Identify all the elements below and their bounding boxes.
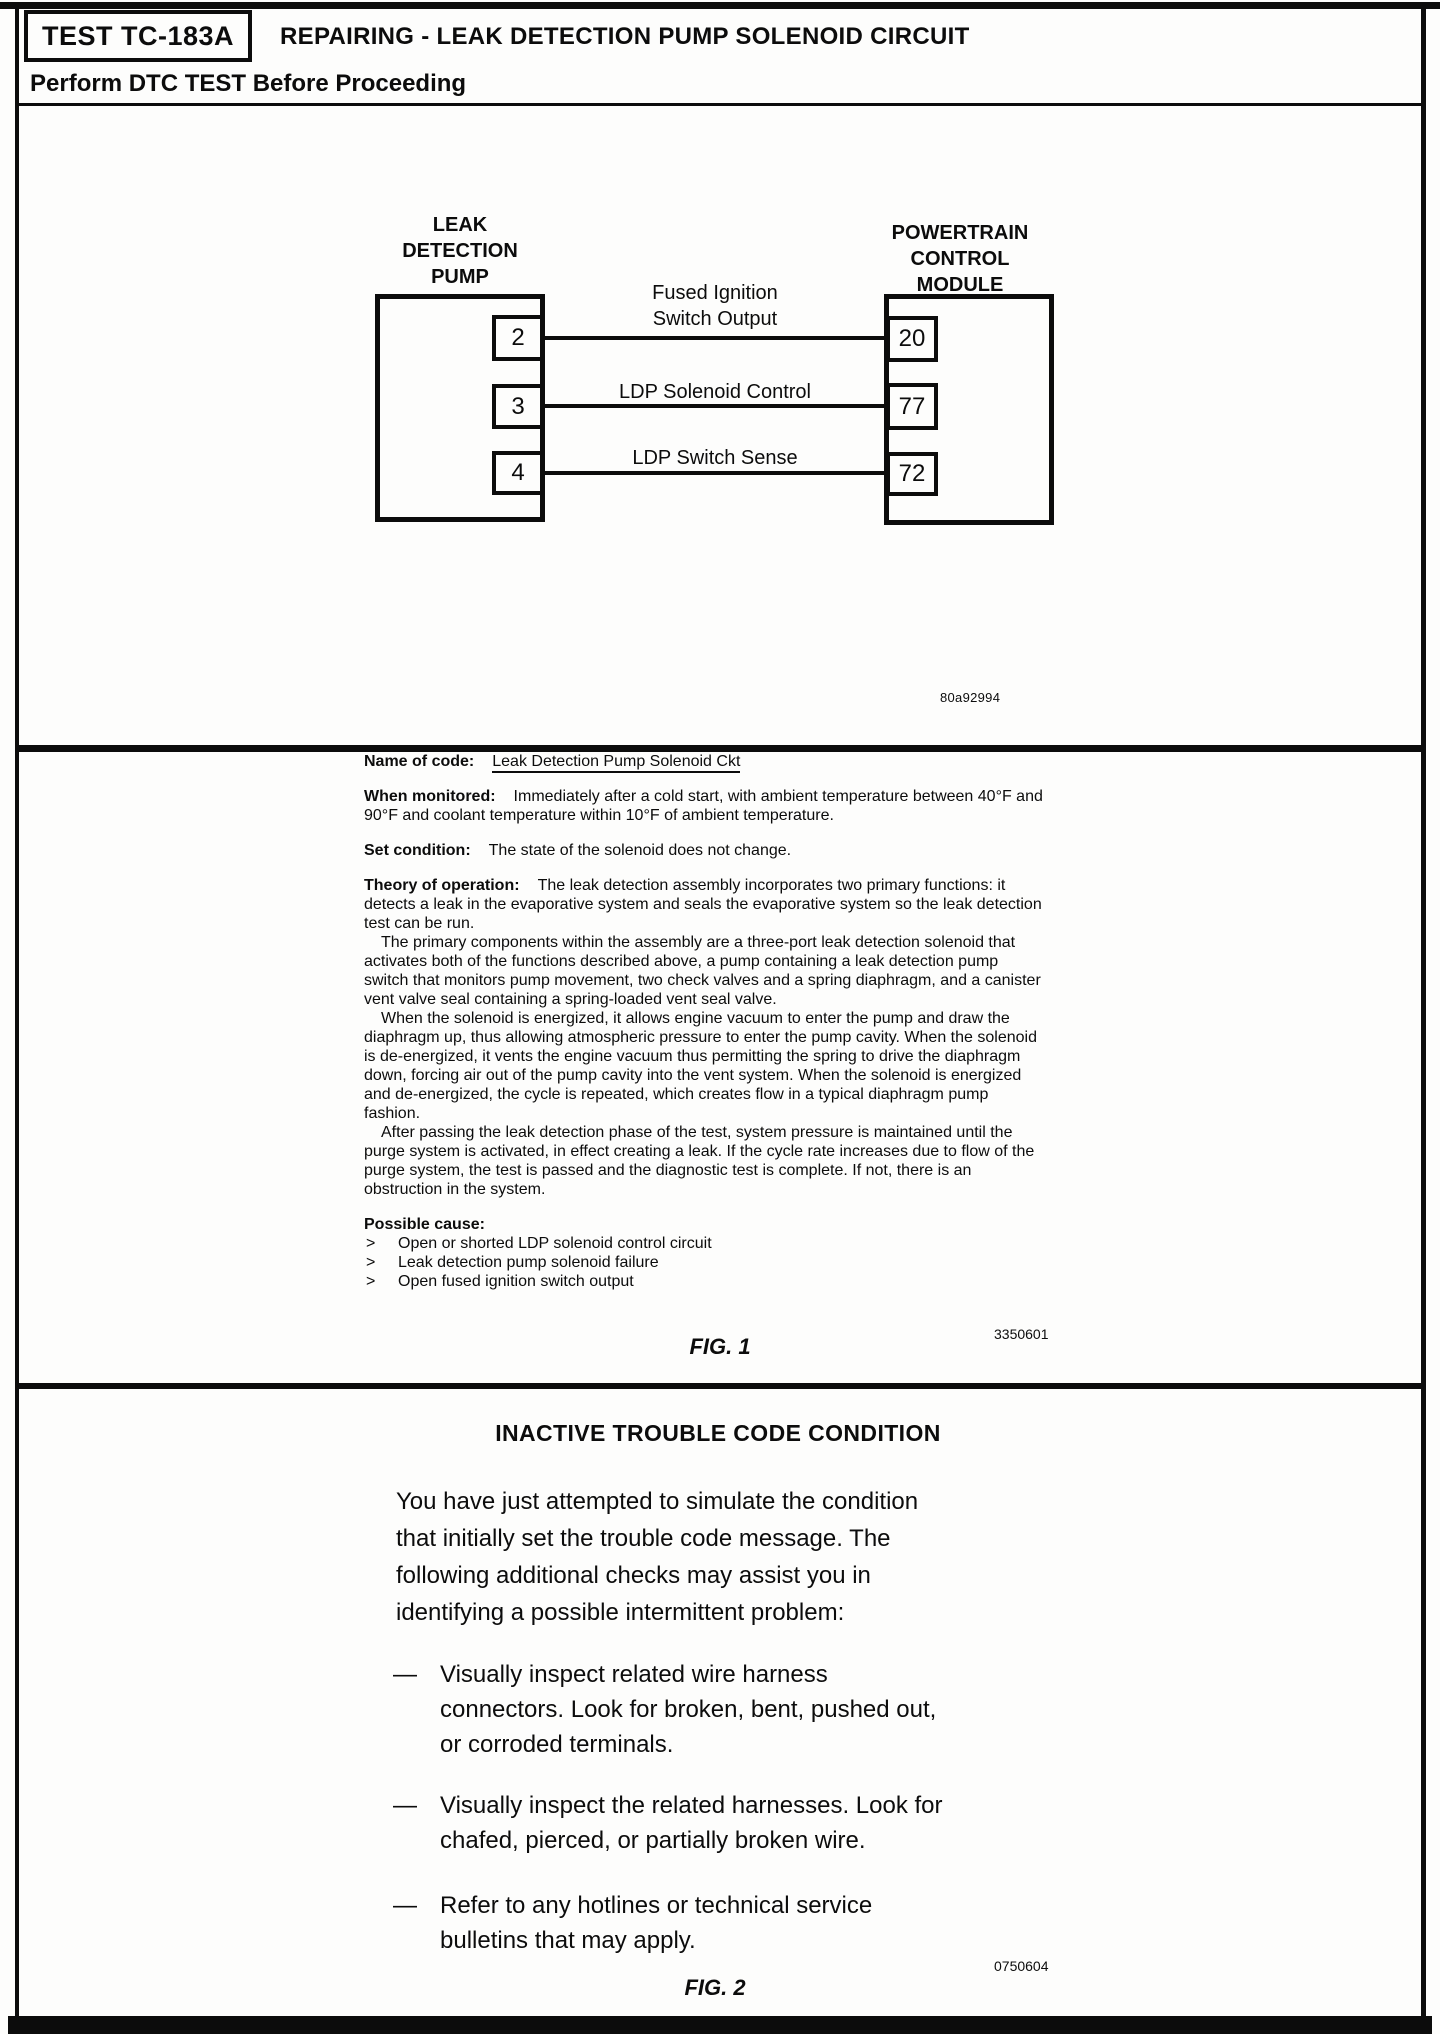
diagram-ref-code: 80a92994 — [940, 690, 1001, 705]
section-divider — [15, 1383, 1426, 1389]
set-condition-label: Set condition: — [364, 842, 471, 859]
name-of-code-label: Name of code: — [364, 753, 475, 770]
when-monitored-text: Immediately after a cold start, with ambient temperature between 40°F and 90°F and coolant temperature within 10°F of ambient temperature. — [364, 788, 1043, 824]
test-id: TEST TC-183A — [41, 20, 235, 51]
fig2-bullet-line: or corroded terminals. — [440, 1731, 674, 1758]
pcm-pin-20: 20 — [886, 316, 938, 362]
set-condition-paragraph — [364, 841, 1044, 860]
cause-bullet-glyph: > — [366, 1235, 376, 1252]
dash-bullet-glyph: — — [393, 1661, 417, 1688]
header-rule — [19, 103, 1421, 106]
cause-bullet-glyph: > — [366, 1254, 376, 1271]
cause-bullet-glyph: > — [366, 1273, 376, 1290]
left-module-label-line: PUMP — [431, 266, 489, 288]
page-title: REPAIRING - LEAK DETECTION PUMP SOLENOID CIRCUIT — [280, 23, 970, 50]
theory-paragraph-2: The primary components within the assembly are a three-port leak detection solenoid that activates both of the functions described above, a pump containing a leak detection pump switch that monitors pump movement, two check valves and a spring diaphragm, and a canister vent valve seal containing a spring-loaded vent seal valve. — [364, 934, 1041, 1008]
fig1-text-block — [364, 752, 1044, 1291]
cause-text: Leak detection pump solenoid failure — [398, 1254, 659, 1271]
name-of-code-row — [364, 752, 1044, 771]
right-module-label-line: CONTROL — [910, 248, 1010, 270]
fig2-intro-line: You have just attempted to simulate the condition — [396, 1488, 919, 1515]
page-border-left — [15, 2, 19, 2034]
theory-label: Theory of operation: — [364, 877, 520, 894]
left-module-label-line: LEAK — [432, 214, 488, 236]
ldp-pin-3: 3 — [492, 384, 544, 429]
page-subtitle: Perform DTC TEST Before Proceeding — [30, 70, 467, 97]
wire-label-ldp-switch-sense: LDP Switch Sense — [632, 447, 798, 469]
page-border-top — [0, 2, 1440, 9]
theory-paragraph-3: When the solenoid is energized, it allows engine vacuum to enter the pump and draw the diaphragm up, thus allowing atmospheric pressure to enter the pump cavity. When the solenoid is de-energized, it vents the engine vacuum thus permitting the spring to drive the diaphragm down, forcing air out of the pump cavity into the vent system. When the solenoid is energized and de-energized, the cycle is repeated, which creates flow in a typical diaphragm pump fashion. — [364, 1010, 1037, 1122]
section-divider — [15, 745, 1426, 752]
fig2-ref-code: 0750604 — [994, 1958, 1049, 1974]
when-monitored-paragraph — [364, 787, 1044, 825]
left-module-label — [375, 212, 545, 290]
dash-bullet-glyph: — — [393, 1792, 417, 1819]
possible-cause-item — [364, 1272, 1044, 1291]
wire-label-fused-ignition: Fused Ignition Switch Output — [652, 282, 778, 330]
possible-cause-item — [364, 1234, 1044, 1253]
ldp-pin-2: 2 — [492, 315, 544, 361]
fig2-intro-line: following additional checks may assist you in — [396, 1562, 871, 1589]
theory-paragraph-4: After passing the leak detection phase of the test, system pressure is maintained until the purge system is activated, in effect creating a leak. If the cycle rate increases due to flow of the purge system, the test is passed and the diagnostic test is complete. If not, there is an obstruction in the system. — [364, 1124, 1035, 1198]
fig2-bullet-line: Refer to any hotlines or technical service — [440, 1892, 873, 1919]
when-monitored-label: When monitored: — [364, 788, 496, 805]
fig1-ref-code: 3350601 — [994, 1326, 1049, 1342]
theory-text-1: The leak detection assembly incorporates two primary functions: it detects a leak in the evaporative system and seals the evaporative system so the leak detection test can be run. — [364, 877, 1042, 932]
right-module-label-line: POWERTRAIN — [891, 222, 1029, 244]
fig2-bullet-line: Visually inspect the related harnesses. Look for — [440, 1792, 943, 1819]
set-condition-text: The state of the solenoid does not change. — [488, 842, 792, 859]
wire-label-ldp-solenoid-control: LDP Solenoid Control — [619, 381, 811, 403]
fig2-intro-line: identifying a possible intermittent problem: — [396, 1599, 845, 1626]
dash-bullet-glyph: — — [393, 1892, 417, 1919]
cause-text: Open or shorted LDP solenoid control circuit — [398, 1235, 712, 1252]
test-id-box — [24, 10, 252, 62]
fig2-bullet-line: Visually inspect related wire harness — [440, 1661, 828, 1688]
ldp-pin-4: 4 — [492, 451, 544, 495]
left-module-label-line: DETECTION — [402, 240, 518, 262]
theory-paragraph-1 — [364, 876, 1044, 933]
wire-fused-ignition — [544, 336, 886, 340]
inactive-trouble-code-heading: INACTIVE TROUBLE CODE CONDITION — [495, 1420, 941, 1446]
pcm-pin-77: 77 — [886, 383, 938, 430]
fig2-bullet-item — [393, 1888, 1080, 1958]
fig2-bullet-line: chafed, pierced, or partially broken wire. — [440, 1827, 866, 1854]
fig2-intro-line: that initially set the trouble code message. The — [396, 1525, 891, 1552]
pcm-pin-72: 72 — [886, 452, 938, 496]
fig2-caption: FIG. 2 — [684, 1975, 746, 2000]
cause-text: Open fused ignition switch output — [398, 1273, 634, 1290]
right-module-label-line: MODULE — [916, 274, 1004, 296]
right-module-label — [870, 220, 1050, 298]
fig2-bullet-item — [393, 1657, 1080, 1762]
wire-ldp-switch-sense — [544, 471, 886, 475]
fig2-bullet-line: connectors. Look for broken, bent, pushed out, — [440, 1696, 937, 1723]
fig2-bullet-line: bulletins that may apply. — [440, 1927, 696, 1954]
page-bottom-bar — [8, 2016, 1432, 2034]
possible-cause-label: Possible cause: — [364, 1216, 485, 1233]
page-border-right — [1421, 2, 1426, 2034]
name-of-code-value: Leak Detection Pump Solenoid Ckt — [492, 753, 740, 773]
fig1-caption: FIG. 1 — [689, 1334, 751, 1359]
possible-cause-item — [364, 1253, 1044, 1272]
fig2-intro-paragraph — [396, 1483, 1036, 1631]
fig2-bullet-item — [393, 1788, 1080, 1858]
